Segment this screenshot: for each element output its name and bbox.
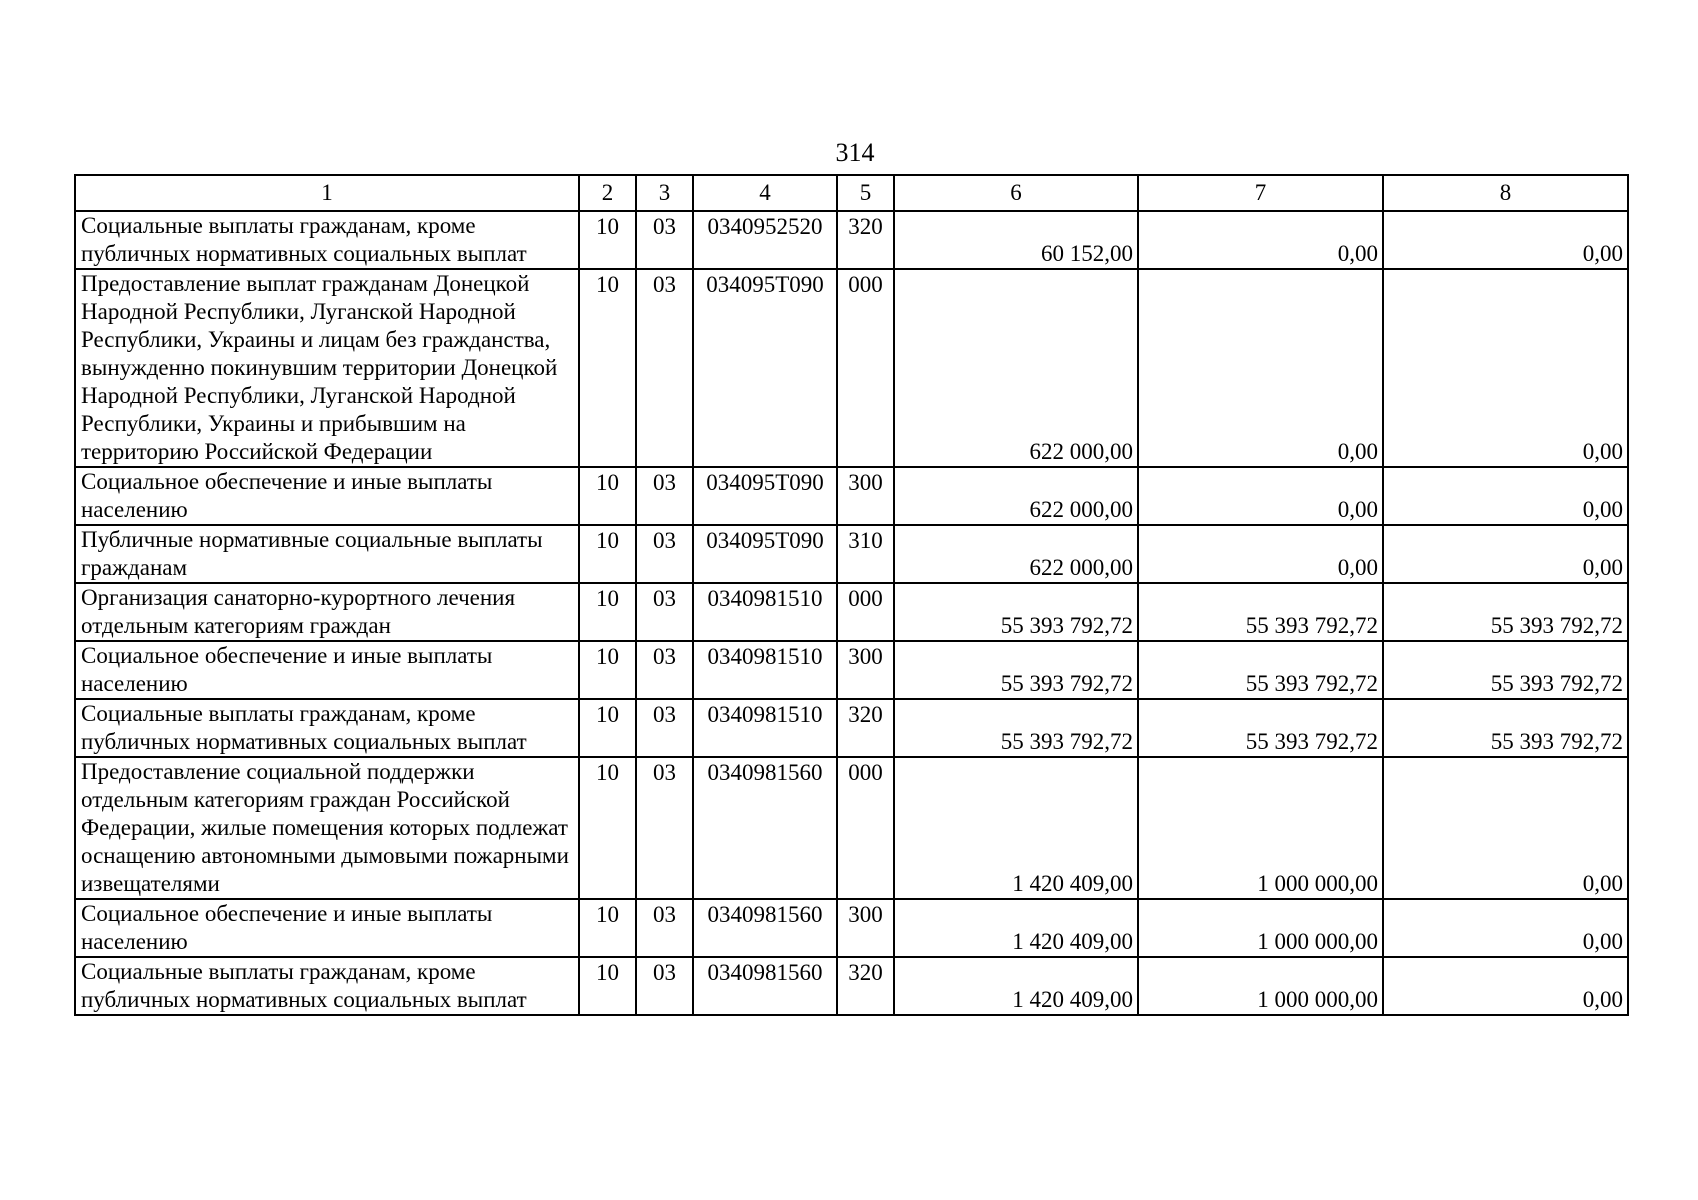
- amount-col-8: 55 393 792,72: [1383, 583, 1628, 641]
- target-article-code: 0340981510: [693, 583, 837, 641]
- table-row: [75, 641, 1628, 699]
- amount-col-6: 1 420 409,00: [894, 757, 1138, 899]
- expense-type-code: 000: [837, 757, 894, 899]
- target-article-code: 0340981560: [693, 757, 837, 899]
- section-code: 10: [579, 467, 636, 525]
- amount-col-8: 55 393 792,72: [1383, 641, 1628, 699]
- header-cell-6: 6: [894, 175, 1138, 211]
- subsection-code: 03: [636, 525, 693, 583]
- row-name: Социальное обеспечение и иные выплаты населению: [75, 899, 579, 957]
- subsection-code: 03: [636, 957, 693, 1015]
- target-article-code: 0340952520: [693, 211, 837, 269]
- amount-col-7: 1 000 000,00: [1138, 757, 1383, 899]
- amount-col-7: 55 393 792,72: [1138, 699, 1383, 757]
- row-name: Социальное обеспечение и иные выплаты населению: [75, 641, 579, 699]
- amount-col-7: 0,00: [1138, 525, 1383, 583]
- amount-col-7: 55 393 792,72: [1138, 583, 1383, 641]
- row-name: Предоставление выплат гражданам Донецкой Народной Республики, Луганской Народной Республики, Украины и лицам без гражданства, вынужденно покинувшим территории Донецкой Народной Республики, Луганской Народной Республики, Украины и прибывшим на территорию Российской Федерации: [75, 269, 579, 467]
- section-code: 10: [579, 757, 636, 899]
- header-cell-4: 4: [693, 175, 837, 211]
- subsection-code: 03: [636, 641, 693, 699]
- expense-type-code: 320: [837, 957, 894, 1015]
- header-cell-3: 3: [636, 175, 693, 211]
- amount-col-7: 0,00: [1138, 467, 1383, 525]
- row-name: Организация санаторно-курортного лечения отдельным категориям граждан: [75, 583, 579, 641]
- section-code: 10: [579, 641, 636, 699]
- table-row: [75, 757, 1628, 899]
- table-row: [75, 899, 1628, 957]
- table-body: [75, 211, 1628, 1015]
- amount-col-8: 0,00: [1383, 957, 1628, 1015]
- subsection-code: 03: [636, 269, 693, 467]
- expense-type-code: 300: [837, 467, 894, 525]
- subsection-code: 03: [636, 583, 693, 641]
- section-code: 10: [579, 211, 636, 269]
- target-article-code: 034095Т090: [693, 525, 837, 583]
- amount-col-6: 55 393 792,72: [894, 699, 1138, 757]
- table-header: [75, 175, 1628, 211]
- table-row: [75, 525, 1628, 583]
- header-cell-8: 8: [1383, 175, 1628, 211]
- target-article-code: 0340981510: [693, 699, 837, 757]
- section-code: 10: [579, 525, 636, 583]
- section-code: 10: [579, 899, 636, 957]
- amount-col-7: 1 000 000,00: [1138, 957, 1383, 1015]
- amount-col-8: 55 393 792,72: [1383, 699, 1628, 757]
- section-code: 10: [579, 699, 636, 757]
- table-row: [75, 583, 1628, 641]
- amount-col-7: 0,00: [1138, 211, 1383, 269]
- table-row: [75, 957, 1628, 1015]
- expense-type-code: 000: [837, 269, 894, 467]
- expense-type-code: 310: [837, 525, 894, 583]
- amount-col-7: 55 393 792,72: [1138, 641, 1383, 699]
- subsection-code: 03: [636, 757, 693, 899]
- header-cell-2: 2: [579, 175, 636, 211]
- row-name: Социальные выплаты гражданам, кроме публичных нормативных социальных выплат: [75, 211, 579, 269]
- subsection-code: 03: [636, 699, 693, 757]
- expense-type-code: 000: [837, 583, 894, 641]
- amount-col-7: 1 000 000,00: [1138, 899, 1383, 957]
- amount-col-6: 622 000,00: [894, 467, 1138, 525]
- amount-col-6: 1 420 409,00: [894, 899, 1138, 957]
- page-number: 314: [835, 138, 875, 167]
- target-article-code: 034095Т090: [693, 269, 837, 467]
- amount-col-8: 0,00: [1383, 757, 1628, 899]
- table-row: [75, 269, 1628, 467]
- amount-col-6: 1 420 409,00: [894, 957, 1138, 1015]
- amount-col-6: 622 000,00: [894, 525, 1138, 583]
- section-code: 10: [579, 957, 636, 1015]
- amount-col-8: 0,00: [1383, 899, 1628, 957]
- amount-col-7: 0,00: [1138, 269, 1383, 467]
- table-row: [75, 699, 1628, 757]
- target-article-code: 034095Т090: [693, 467, 837, 525]
- target-article-code: 0340981560: [693, 957, 837, 1015]
- amount-col-6: 55 393 792,72: [894, 641, 1138, 699]
- header-cell-5: 5: [837, 175, 894, 211]
- header-row: [75, 175, 1628, 211]
- amount-col-6: 622 000,00: [894, 269, 1138, 467]
- target-article-code: 0340981560: [693, 899, 837, 957]
- section-code: 10: [579, 583, 636, 641]
- subsection-code: 03: [636, 211, 693, 269]
- row-name: Социальное обеспечение и иные выплаты населению: [75, 467, 579, 525]
- expense-type-code: 300: [837, 641, 894, 699]
- row-name: Социальные выплаты гражданам, кроме публичных нормативных социальных выплат: [75, 699, 579, 757]
- row-name: Предоставление социальной поддержки отдельным категориям граждан Российской Федерации, жилые помещения которых подлежат оснащению автономными дымовыми пожарными извещателями: [75, 757, 579, 899]
- expense-type-code: 300: [837, 899, 894, 957]
- amount-col-6: 60 152,00: [894, 211, 1138, 269]
- budget-table: [74, 174, 1629, 1016]
- amount-col-8: 0,00: [1383, 467, 1628, 525]
- amount-col-8: 0,00: [1383, 211, 1628, 269]
- header-cell-7: 7: [1138, 175, 1383, 211]
- table-row: [75, 211, 1628, 269]
- subsection-code: 03: [636, 899, 693, 957]
- target-article-code: 0340981510: [693, 641, 837, 699]
- row-name: Публичные нормативные социальные выплаты гражданам: [75, 525, 579, 583]
- header-cell-1: 1: [75, 175, 579, 211]
- section-code: 10: [579, 269, 636, 467]
- amount-col-6: 55 393 792,72: [894, 583, 1138, 641]
- subsection-code: 03: [636, 467, 693, 525]
- expense-type-code: 320: [837, 699, 894, 757]
- expense-type-code: 320: [837, 211, 894, 269]
- row-name: Социальные выплаты гражданам, кроме публичных нормативных социальных выплат: [75, 957, 579, 1015]
- table-row: [75, 467, 1628, 525]
- amount-col-8: 0,00: [1383, 525, 1628, 583]
- amount-col-8: 0,00: [1383, 269, 1628, 467]
